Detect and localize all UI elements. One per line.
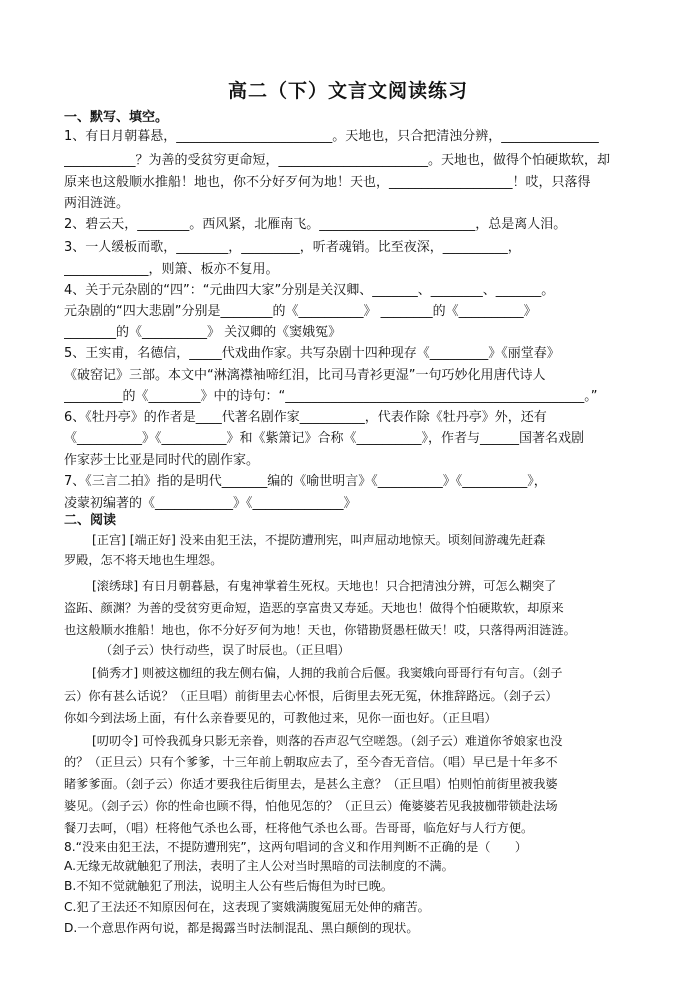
reading-paragraph: [叨叨令] 可怜我孤身只影无亲眷，则落的吞声忍气空嗟怨。（刽子云）难道你爷娘家也没 [92, 734, 563, 748]
reading-paragraph: [滚绣球] 有日月朝暮悬，有鬼神掌着生死权。天地也！只合把清浊分辨，可怎么糊突了 [92, 579, 557, 593]
reading-paragraph: 你如今到法场上面，有什么亲眷要见的，可教他过来，见你一面也好。（正旦唱） [64, 711, 497, 725]
fill-in-line: 凌蒙初编著的《____________》《______________》 [64, 496, 357, 511]
reading-paragraph: [正宫] [端正好] 没来由犯王法，不提防遭刑宪，叫声屈动地惊天。顷刻间游魂先赶森 [92, 533, 546, 547]
fill-in-line: ________的《__________》 关汉卿的《窦娥冤》 [64, 325, 342, 340]
option-d: D.一个意思作两句说，都是揭露当时法制混乱、黑白颠倒的现状。 [64, 921, 419, 935]
fill-in-line: 4、关于元杂剧的“四”：“元曲四大家”分别是关汉卿、_______、________、_______。 [64, 283, 555, 298]
fill-in-line: 作家莎士比亚是同时代的剧作家。 [64, 453, 260, 468]
reading-paragraph: 婆见。（刽子云）你的性命也顾不得，怕他见怎的？（正旦云）俺婆婆若见我披枷带锁赴法场 [64, 799, 558, 813]
fill-in-line: 元杂剧的“四大悲剧”分别是________的《__________》 ________的《__________》 [64, 304, 537, 319]
fill-in-line: ___________？为善的受贫穷更命短，_______________________。天地也，做得个怕硬欺软，却 [64, 153, 611, 168]
fill-in-line: 3、一人缓板而歌，________，_________，听者魂销。比至夜深，__________， [64, 240, 521, 255]
fill-in-line: 原来也这般顺水推船！地也，你不分好歹何为地！天也，___________________！哎，只落得 [64, 175, 591, 190]
section-heading-fill-in: 一、默写、填空。 [64, 110, 169, 125]
section-heading-reading: 二、阅读 [64, 513, 117, 528]
fill-in-line: _____________，则箫、板亦不复用。 [64, 262, 279, 277]
fill-in-line: 5、王实甫，名德信，_____代戏曲作家。共写杂剧十四种现存《_________》《丽堂春》 [64, 346, 560, 361]
page-title: 高二（下）文言文阅读练习 [227, 80, 468, 102]
fill-in-line: _________的《________》中的诗句：“______________________________________________。” [64, 389, 598, 404]
reading-paragraph: 云）你有甚么话说？（正旦唱）前街里去心怀恨，后街里去死无冤，休推辞路远。（刽子云） [64, 689, 558, 703]
option-b: B.不知不觉就触犯了刑法，说明主人公有些后悔但为时已晚。 [64, 879, 394, 893]
option-c: C.犯了王法还不知原因何在，这表现了窦娥满腹冤屈无处伸的痛苦。 [64, 900, 430, 914]
reading-paragraph: 的？（正旦云）只有个爹爹，十三年前上朝取应去了，至今杳无音信。（唱）早已是十年多不 [64, 755, 558, 769]
fill-in-line: 7、《三言二拍》指的是明代_______编的《喻世明言》《__________》《__________》， [64, 474, 547, 489]
fill-in-line: 《__________》《__________》和《紫箫记》合称《__________》，作者与______国著名戏剧 [64, 431, 585, 446]
option-a: A.无缘无故就触犯了刑法，表明了主人公对当时黑暗的司法制度的不满。 [64, 859, 454, 873]
fill-in-line: 两泪涟涟。 [64, 196, 130, 211]
reading-paragraph: （刽子云）快行动些，误了时辰也。（正旦唱） [100, 643, 350, 657]
reading-paragraph: [倘秀才] 则被这枷纽的我左侧右偏，人拥的我前合后偃。我窦娥向哥哥行有句言。（刽子 [92, 666, 563, 680]
reading-paragraph: 睹爹爹面。（刽子云）你适才要我往后街里去，是甚么主意？（正旦唱）怕则怕前街里被我婆 [64, 777, 558, 791]
reading-paragraph: 餐刀去呵，（唱）枉将他气杀也么哥，枉将他气杀也么哥。告哥哥，临危好与人行方便。 [64, 821, 534, 835]
fill-in-line: 《破窑记》三部。本文中“淋漓襟袖啼红泪，比司马青衫更湿”一句巧妙化用唐代诗人 [64, 368, 546, 383]
fill-in-line: 1、有日月朝暮悬，________________________。天地也，只合把清浊分辨，_______________ [64, 129, 599, 144]
reading-paragraph: 罗殿，怎不将天地也生埋怨。 [64, 553, 223, 567]
fill-in-line: 2、碧云天，________。西风紧，北雁南飞。________________________，总是离人泪。 [64, 217, 567, 232]
reading-paragraph: 也这般顺水推船！地也，你不分好歹何为地！天也，你错勘贤愚枉做天！哎，只落得两泪涟涟。 [64, 623, 576, 637]
fill-in-line: 6、《牡丹亭》的作者是____代著名剧作家__________，代表作除《牡丹亭》外，还有 [64, 410, 547, 425]
reading-paragraph: 盗跖、颜渊？为善的受贫穷更命短，造恶的享富贵又寿延。天地也！做得个怕硬欺软，却原来 [64, 601, 564, 615]
question-8: 8.“没来由犯王法，不提防遭刑宪”，这两句唱词的含义和作用判断不正确的是（ ） [64, 840, 528, 854]
